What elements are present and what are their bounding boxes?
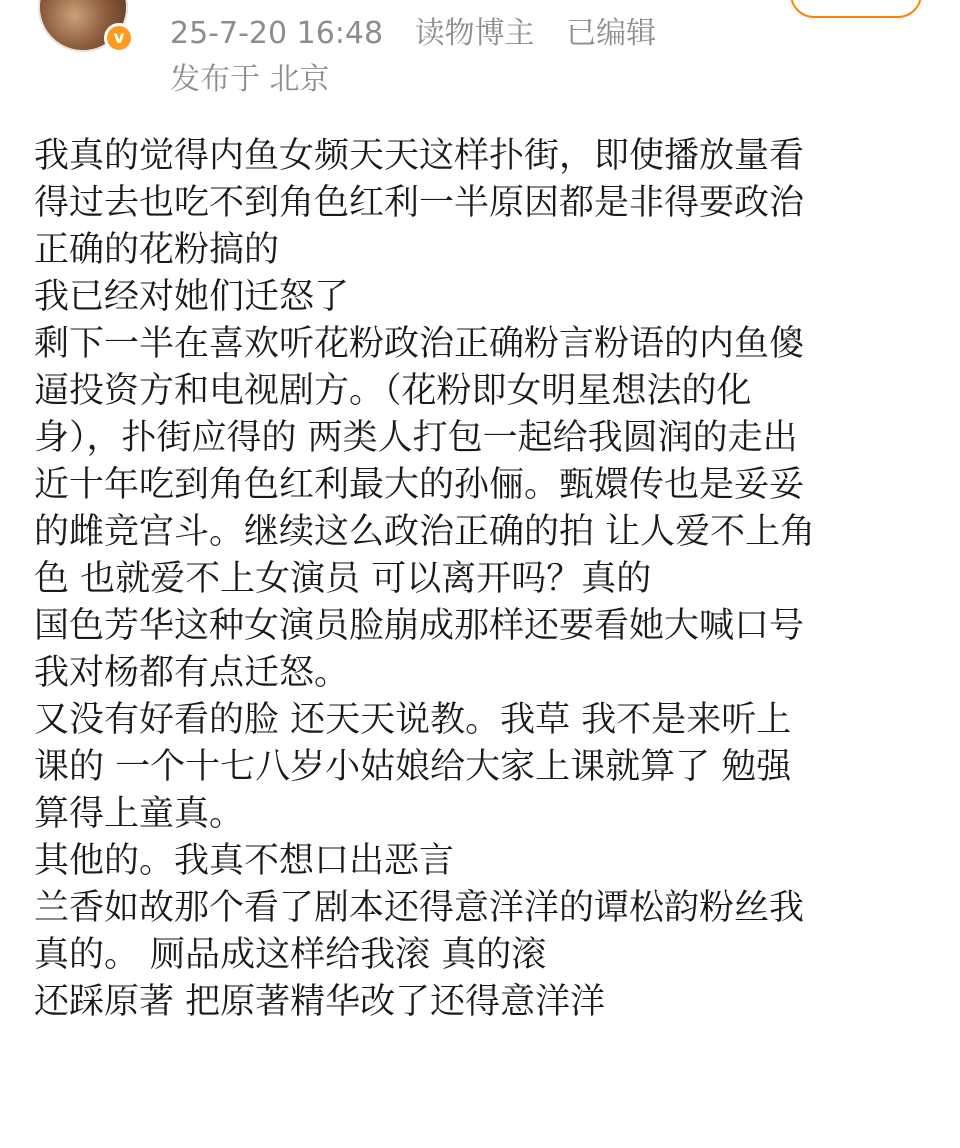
post-text-line: 我已经对她们迁怒了 [34, 277, 350, 317]
post-text-line: 我真的觉得内鱼女频天天这样扑街，即使播放量看 [34, 136, 805, 176]
post-timestamp: 25-7-20 16:48 [170, 16, 384, 51]
post-text-line: 其他的。我真不想口出恶言 [34, 841, 455, 881]
post-text-line: 又没有好看的脸 还天天说教。我草 我不是来听上 [34, 700, 792, 740]
verified-badge-icon: v [104, 23, 134, 53]
post-text-line: 算得上童真。 [34, 794, 245, 834]
post-text-line: 国色芳华这种女演员脸崩成那样还要看她大喊口号 [34, 606, 805, 646]
post-text-line: 还踩原著 把原著精华改了还得意洋洋 [34, 982, 606, 1022]
post-text-line: 课的 一个十七八岁小姑娘给大家上课就算了 勉强 [34, 747, 792, 787]
post-source: 读物博主 [414, 16, 535, 51]
follow-button[interactable] [790, 0, 922, 18]
post-text-line: 真的。 厕品成这样给我滚 真的滚 [34, 935, 547, 975]
post-text-line: 正确的花粉搞的 [34, 230, 280, 270]
post-header [0, 0, 960, 110]
post-text [34, 133, 934, 1026]
post-text-line: 近十年吃到角色红利最大的孙俪。甄嬛传也是妥妥 [34, 465, 805, 505]
post-text-line: 身），扑街应得的 两类人打包一起给我圆润的走出 [34, 418, 798, 458]
post-edited-label: 已编辑 [566, 16, 657, 51]
post-text-line: 兰香如故那个看了剧本还得意洋洋的谭松韵粉丝我 [34, 888, 805, 928]
post-text-line: 色 也就爱不上女演员 可以离开吗？真的 [34, 559, 652, 599]
post-text-line: 我对杨都有点迁怒。 [34, 653, 350, 693]
post-text-line: 逼投资方和电视剧方。（花粉即女明星想法的化 [34, 371, 752, 411]
post-location: 发布于 北京 [170, 62, 330, 97]
post-text-line: 的雌竞宫斗。继续这么政治正确的拍 让人爱不上角 [34, 512, 816, 552]
post-text-line: 得过去也吃不到角色红利一半原因都是非得要政治 [34, 183, 805, 223]
post-text-line: 剩下一半在喜欢听花粉政治正确粉言粉语的内鱼傻 [34, 324, 805, 364]
post-meta [170, 14, 678, 54]
